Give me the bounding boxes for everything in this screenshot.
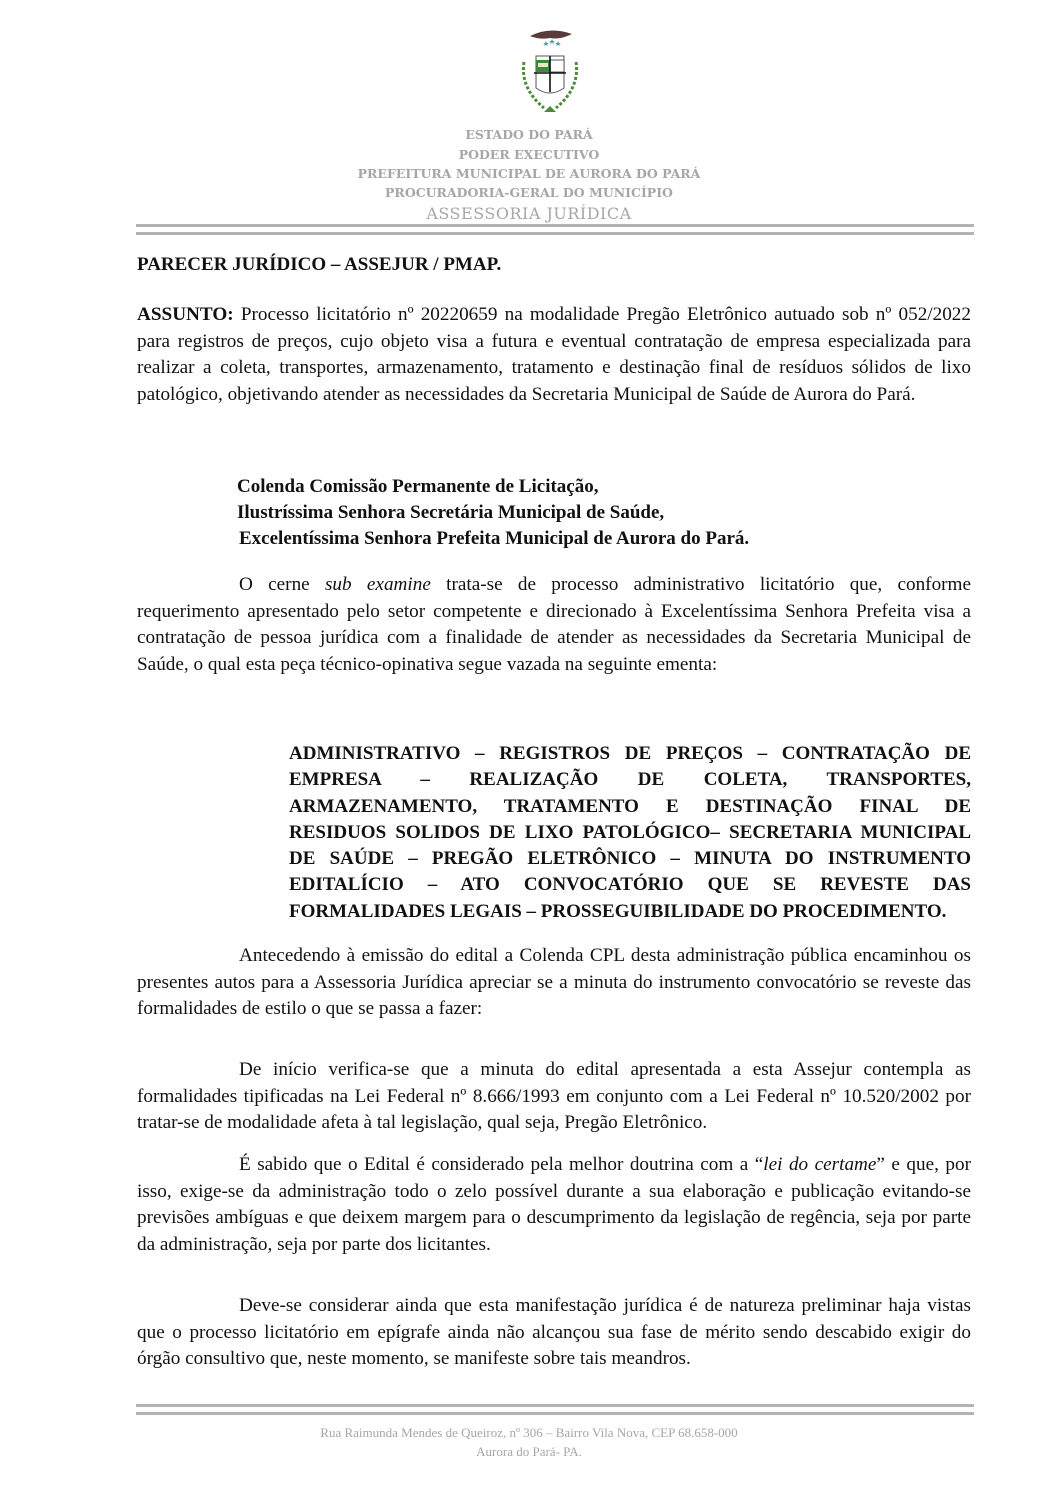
paragraph-cpl-text: Antecedendo à emissão do edital a Colenda CPL desta administração pública encaminhou os presentes autos para a Assessoria Jurídica apreciar se a minuta do instrumento convocatório se reveste das formalidades de estilo o que se passa a fazer: (137, 945, 971, 1019)
paragraph-edital (137, 1152, 971, 1258)
paragraph-edital-italic: lei do certame (763, 1154, 877, 1175)
ementa-line: DE SAÚDE – PREGÃO ELETRÔNICO – MINUTA DO INSTRUMENTO (289, 848, 971, 870)
subject-text: Processo licitatório nº 20220659 na modalidade Pregão Eletrônico autuado sob nº 052/2022 para registros de preços, cujo objeto visa a futura e eventual contratação de empresa especializada para realizar a coleta, transportes, armazenamento, tratamento e destinação final de resíduos sólidos de lixo patológico, objetivando atender as necessidades da Secretaria Municipal de Saúde de Aurora do Pará. (137, 304, 971, 405)
ementa-line: FORMALIDADES LEGAIS – PROSSEGUIBILIDADE DO PROCEDIMENTO. (289, 900, 947, 922)
letterhead-line-prefecture: PREFEITURA MUNICIPAL DE AURORA DO PARÁ (357, 166, 701, 181)
ementa-line: EDITALÍCIO – ATO CONVOCATÓRIO QUE SE REVESTE DAS (289, 874, 971, 896)
header-divider-top (136, 224, 974, 227)
addressees (237, 474, 749, 552)
ementa-line: ADMINISTRATIVO – REGISTROS DE PREÇOS – CONTRATAÇÃO DE (289, 743, 971, 764)
paragraph-legislation (137, 1057, 971, 1137)
paragraph-preliminary-text: Deve-se considerar ainda que esta manifestação jurídica é de natureza preliminar haja vistas que o processo licitatório em epígrafe ainda não alcançou sua fase de mérito sendo descabido exigir do órgão consultivo que, neste momento, se manifeste sobre tais meandros. (137, 1295, 971, 1369)
ementa-line: EMPRESA – REALIZAÇÃO DE COLETA, TRANSPORTES, (289, 769, 971, 791)
header-divider-bottom (136, 232, 974, 235)
paragraph-intro (137, 572, 971, 678)
paragraph-intro-rest: trata-se de processo administrativo licitatório que, conforme requerimento apresentado pelo setor competente e direcionado à Excelentíssima Senhora Prefeita visa a contratação de pessoa jurídica com a finalidade de atender as necessidades da Secretaria Municipal de Saúde, o qual esta peça técnico-opinativa segue vazada na seguinte ementa: (137, 574, 971, 675)
letterhead-line-power: PODER EXECUTIVO (458, 147, 600, 162)
ementa-line: RESIDUOS SOLIDOS DE LIXO PATOLÓGICO– SECRETARIA MUNICIPAL (289, 821, 971, 843)
addressee-commission: Colenda Comissão Permanente de Licitação, (237, 476, 599, 497)
ementa-block (289, 741, 971, 925)
footer-address-line1: Rua Raimunda Mendes de Queiroz, nº 306 – Bairro Vila Nova, CEP 68.658-000 (320, 1425, 738, 1440)
paragraph-intro-start: O cerne (239, 574, 325, 595)
addressee-mayor: Excelentíssima Senhora Prefeita Municipal de Aurora do Pará. (239, 528, 750, 549)
paragraph-cpl (137, 943, 971, 1023)
letterhead-line-state: ESTADO DO PARÁ (465, 127, 593, 142)
ementa-line: ARMAZENAMENTO, TRATAMENTO E DESTINAÇÃO FINAL DE (289, 795, 971, 817)
footer-divider-bottom (136, 1412, 974, 1415)
subject-paragraph (137, 302, 971, 408)
footer-address-line2: Aurora do Pará- PA. (476, 1444, 582, 1459)
letterhead-department: ASSESSORIA JURÍDICA (426, 204, 632, 223)
document-title: PARECER JURÍDICO – ASSEJUR / PMAP. (137, 254, 502, 275)
paragraph-preliminary (137, 1293, 971, 1373)
coat-of-arms-icon (500, 28, 600, 122)
footer-divider-top (136, 1404, 974, 1407)
paragraph-legislation-text: De início verifica-se que a minuta do edital apresentada a esta Assejur contempla as formalidades tipificadas na Lei Federal nº 8.666/1993 em conjunto com a Lei Federal nº 10.520/2002 por tratar-se de modalidade afeta à tal legislação, qual seja, Pregão Eletrônico. (137, 1059, 971, 1133)
letterhead-line-procuratorate: PROCURADORIA-GERAL DO MUNICÍPIO (385, 185, 673, 200)
paragraph-edital-rest: ” e que, por isso, exige-se da administração todo o zelo possível durante a sua elaboração e publicação evitando-se previsões ambíguas e que deixem margem para o descumprimento da legislação de regência, seja por parte da administração, seja por parte dos licitantes. (137, 1154, 971, 1255)
subject-label: ASSUNTO: (137, 304, 234, 325)
paragraph-edital-start: É sabido que o Edital é considerado pela melhor doutrina com a “ (239, 1154, 764, 1175)
paragraph-intro-italic: sub examine (324, 574, 431, 595)
addressee-secretary: Ilustríssima Senhora Secretária Municipal de Saúde, (237, 502, 665, 523)
